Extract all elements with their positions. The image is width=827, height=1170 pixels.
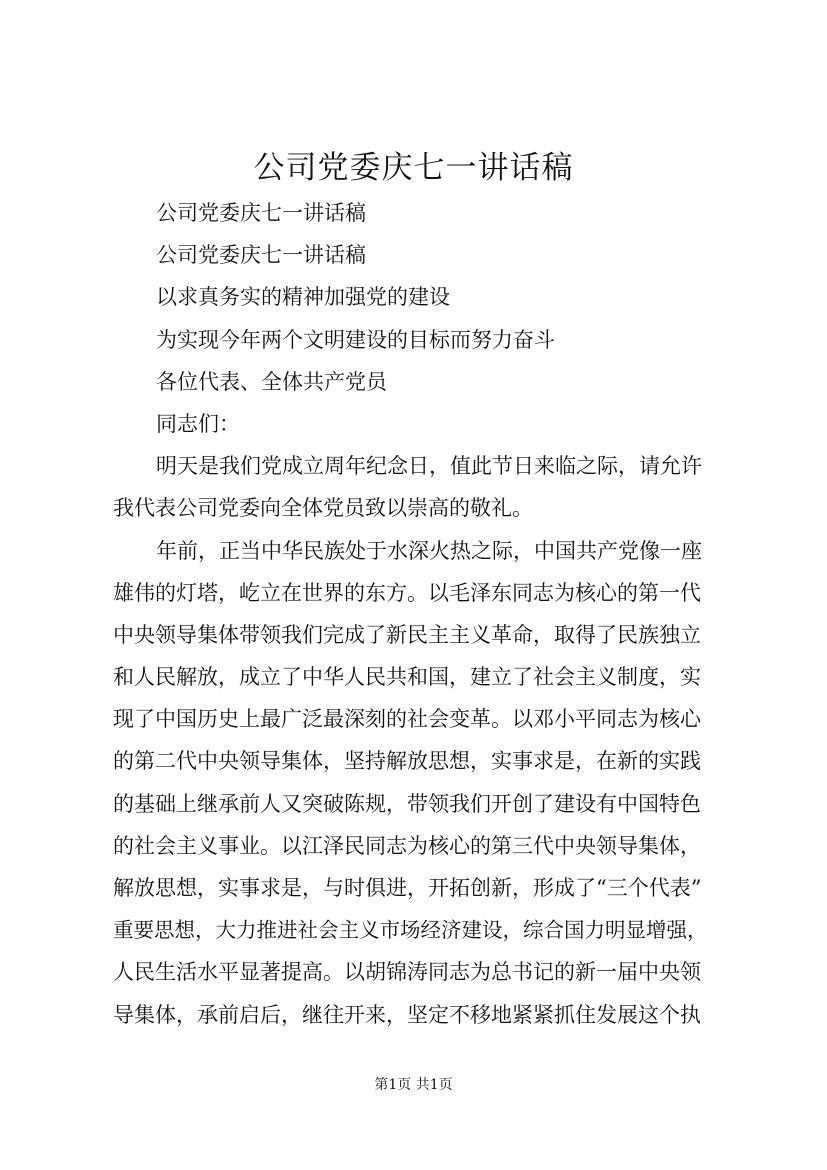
paragraph-2 [113, 530, 717, 1036]
page-footer: 第1页 共1页 [374, 1077, 453, 1093]
paragraph-line: 的基础上继承前人又突破陈规，带领我们开创了建设有中国特色 [113, 791, 701, 816]
paragraph-line: 雄伟的灯塔，屹立在世界的东方。以毛泽东同志为核心的第一代 [113, 580, 701, 605]
text-line: 以求真务实的精神加强党的建设 [156, 285, 450, 310]
document-title: 公司党委庆七一讲话稿 [253, 150, 574, 186]
paragraph-line: 我代表公司党委向全体党员致以崇高的敬礼。 [113, 496, 533, 521]
paragraph-line: 明天是我们党成立周年纪念日，值此节日来临之际，请允许 [156, 454, 702, 479]
text-line: 公司党委庆七一讲话稿 [156, 201, 366, 225]
text-line: 为实现今年两个文明建设的目标而努力奋斗 [156, 327, 555, 352]
paragraph-line: 的社会主义事业。以江泽民同志为核心的第三代中央领导集体， [113, 833, 701, 858]
text-line: 各位代表、全体共产党员 [156, 369, 387, 394]
paragraph-line: 人民生活水平显著提高。以胡锦涛同志为总书记的新一届中央领 [113, 960, 701, 985]
paragraph-line: 的第二代中央领导集体，坚持解放思想，实事求是，在新的实践 [113, 749, 701, 774]
paragraph-line: 重要思想，大力推进社会主义市场经济建设，综合国力明显增强， [113, 918, 708, 943]
paragraph-line: 现了中国历史上最广泛最深刻的社会变革。以邓小平同志为核心 [113, 707, 701, 732]
paragraph-line: 年前，正当中华民族处于水深火热之际，中国共产党像一座 [156, 538, 702, 563]
text-line: 公司党委庆七一讲话稿 [156, 243, 366, 268]
paragraph-line: 中央领导集体带领我们完成了新民主主义革命，取得了民族独立 [113, 622, 701, 647]
paragraph-line: 和人民解放，成立了中华人民共和国，建立了社会主义制度，实 [113, 665, 701, 690]
paragraph-line: 解放思想，实事求是，与时俱进，开拓创新，形成了“三个代表” [113, 876, 702, 900]
paragraph-1 [113, 445, 717, 529]
paragraph-line: 导集体，承前启后，继往开来，坚定不移地紧紧抓住发展这个执 [113, 1002, 701, 1027]
document-body [113, 192, 717, 1036]
salutation: 同志们： [156, 411, 240, 436]
